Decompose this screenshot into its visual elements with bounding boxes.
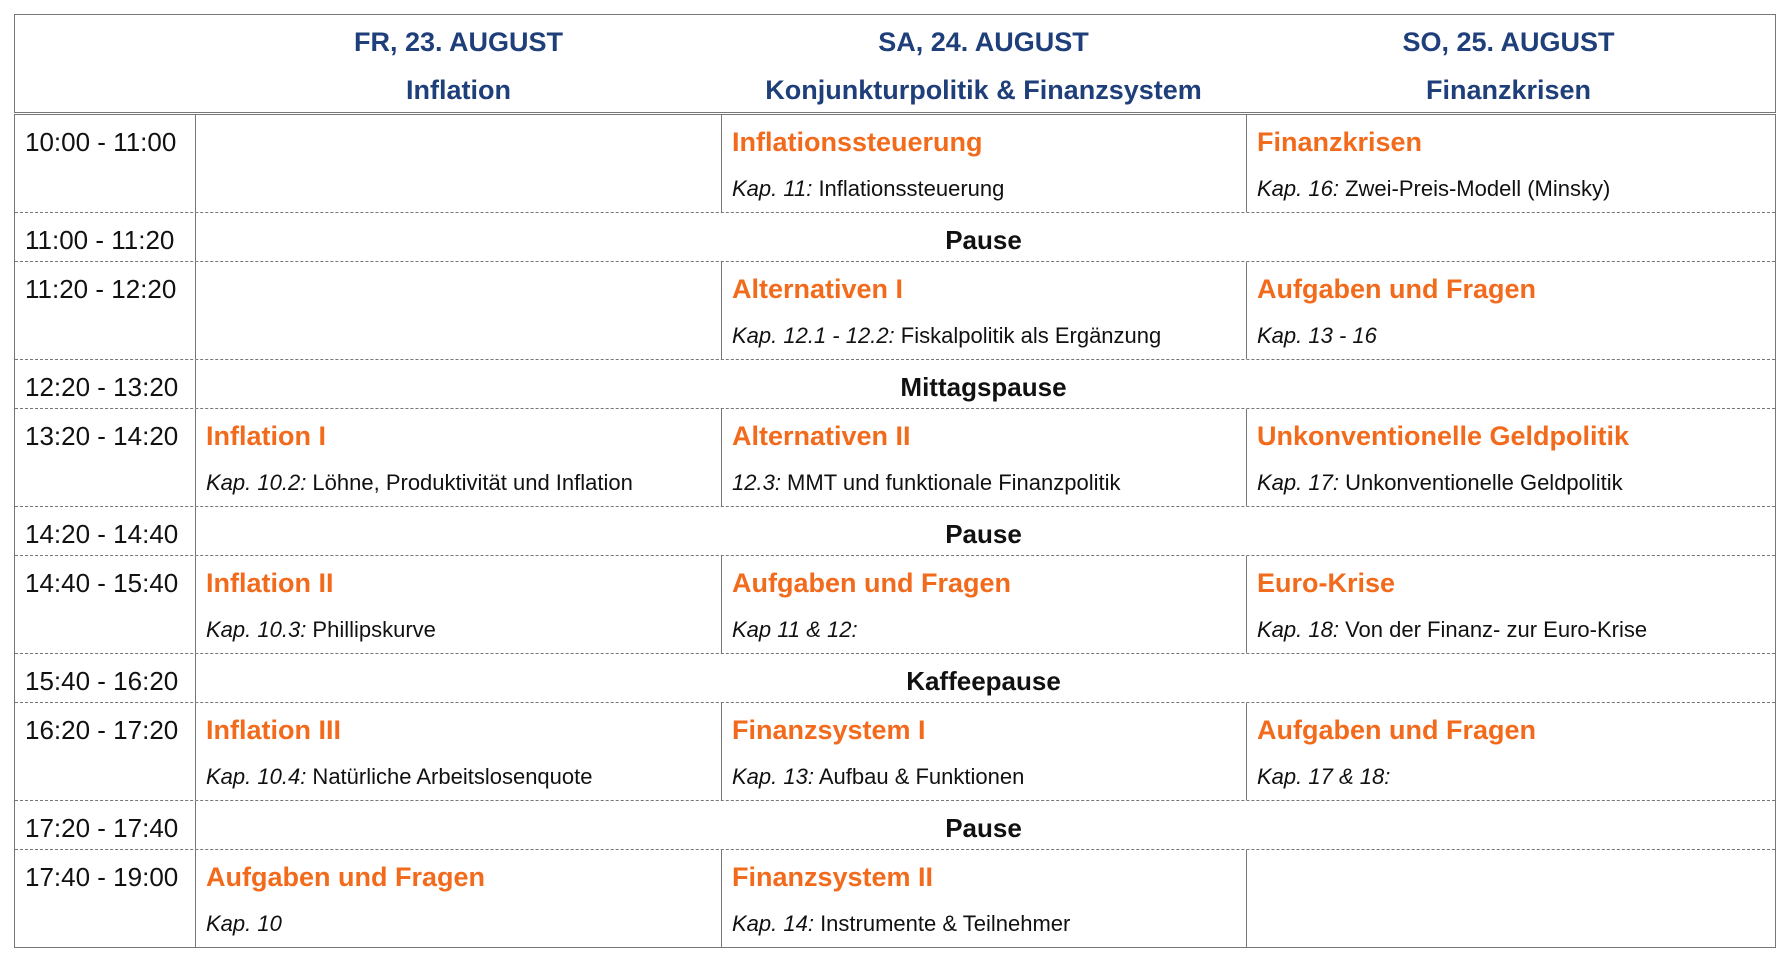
- session-cell: [721, 703, 1246, 800]
- time-column-header: [15, 15, 196, 112]
- time-slot: 12:20 - 13:20: [15, 360, 196, 408]
- chapter-reference: [732, 911, 1246, 937]
- session-title: Inflation II: [206, 568, 334, 598]
- chapter-reference: [732, 176, 1246, 202]
- chapter-reference: [1257, 764, 1771, 790]
- chapter-number: Kap. 10.4:: [206, 764, 307, 789]
- time-slot: 16:20 - 17:20: [15, 703, 196, 800]
- session-row: [15, 555, 1775, 653]
- chapter-reference: [1257, 176, 1771, 202]
- day-header-friday: [196, 15, 721, 112]
- session-title: Aufgaben und Fragen: [206, 862, 485, 892]
- break-row: [15, 653, 1775, 702]
- chapter-title: Von der Finanz- zur Euro-Krise: [1338, 617, 1648, 642]
- break-label: Pause: [945, 225, 1022, 255]
- session-row: [15, 115, 1775, 212]
- session-title: Finanzsystem II: [732, 862, 934, 892]
- session-title: Inflationssteuerung: [732, 127, 983, 157]
- session-cell: [721, 115, 1246, 212]
- chapter-number: Kap 11 & 12:: [732, 617, 858, 642]
- break-label: Pause: [945, 519, 1022, 549]
- chapter-number: Kap. 17 & 18:: [1257, 764, 1391, 789]
- chapter-title: Aufbau & Funktionen: [813, 764, 1025, 789]
- day-theme: Konjunkturpolitik & Finanzsystem: [765, 75, 1202, 105]
- session-title: Unkonventionelle Geldpolitik: [1257, 421, 1630, 451]
- time-slot: 14:20 - 14:40: [15, 507, 196, 555]
- day-header-saturday: [721, 15, 1246, 112]
- chapter-number: Kap. 10: [206, 911, 282, 936]
- session-cell: [1246, 556, 1771, 653]
- chapter-number: Kap. 12.1 - 12.2:: [732, 323, 895, 348]
- time-slot: 10:00 - 11:00: [15, 115, 196, 212]
- chapter-reference: [206, 470, 721, 496]
- time-slot: 15:40 - 16:20: [15, 654, 196, 702]
- chapter-title: Natürliche Arbeitslosenquote: [306, 764, 593, 789]
- break-label: Kaffeepause: [906, 666, 1061, 696]
- empty-cell: [196, 115, 721, 212]
- session-title: Inflation III: [206, 715, 341, 745]
- chapter-reference: [1257, 617, 1771, 643]
- time-slot: 13:20 - 14:20: [15, 409, 196, 506]
- session-cell: [1246, 703, 1771, 800]
- session-cell: [196, 556, 721, 653]
- empty-cell: [1246, 850, 1771, 947]
- time-slot: 14:40 - 15:40: [15, 556, 196, 653]
- day-theme: Finanzkrisen: [1425, 75, 1592, 105]
- schedule-header: [14, 14, 1776, 113]
- chapter-title: Phillipskurve: [306, 617, 436, 642]
- session-title: Aufgaben und Fragen: [732, 568, 1011, 598]
- chapter-number: Kap. 11:: [732, 176, 813, 201]
- time-slot: 17:40 - 19:00: [15, 850, 196, 947]
- chapter-reference: [732, 617, 1246, 643]
- day-header-sunday: [1246, 15, 1771, 112]
- chapter-number: Kap. 17:: [1257, 470, 1339, 495]
- session-cell: [1246, 409, 1771, 506]
- session-title: Euro-Krise: [1257, 568, 1396, 598]
- chapter-reference: [1257, 323, 1771, 349]
- break-row: [15, 212, 1775, 261]
- chapter-title: MMT und funktionale Finanzpolitik: [780, 470, 1121, 495]
- day-theme: Inflation: [406, 75, 511, 105]
- session-row: [15, 849, 1775, 947]
- session-cell: [1246, 262, 1771, 359]
- time-slot: 11:20 - 12:20: [15, 262, 196, 359]
- chapter-number: Kap. 10.2:: [206, 470, 307, 495]
- session-title: Alternativen I: [732, 274, 904, 304]
- chapter-title: Zwei-Preis-Modell (Minsky): [1338, 176, 1611, 201]
- session-title: Aufgaben und Fragen: [1257, 715, 1536, 745]
- session-row: [15, 702, 1775, 800]
- chapter-title: Inflationssteuerung: [812, 176, 1005, 201]
- chapter-reference: [732, 764, 1246, 790]
- chapter-reference: [732, 323, 1246, 349]
- chapter-number: Kap. 13:: [732, 764, 814, 789]
- session-title: Inflation I: [206, 421, 326, 451]
- chapter-number: Kap. 14:: [732, 911, 814, 936]
- day-label: FR, 23. AUGUST: [353, 27, 564, 57]
- chapter-number: 12.3:: [732, 470, 781, 495]
- break-label: Pause: [945, 813, 1022, 843]
- session-row: [15, 261, 1775, 359]
- session-title: Aufgaben und Fragen: [1257, 274, 1536, 304]
- chapter-reference: [206, 617, 721, 643]
- session-cell: [721, 409, 1246, 506]
- session-cell: [196, 703, 721, 800]
- session-row: [15, 408, 1775, 506]
- chapter-number: Kap. 18:: [1257, 617, 1339, 642]
- chapter-title: Instrumente & Teilnehmer: [813, 911, 1071, 936]
- chapter-title: Fiskalpolitik als Ergänzung: [894, 323, 1162, 348]
- session-cell: [196, 850, 721, 947]
- break-row: [15, 506, 1775, 555]
- session-cell: [721, 850, 1246, 947]
- time-slot: 11:00 - 11:20: [15, 213, 196, 261]
- session-cell: [721, 262, 1246, 359]
- empty-cell: [196, 262, 721, 359]
- chapter-title: Löhne, Produktivität und Inflation: [306, 470, 633, 495]
- break-row: [15, 800, 1775, 849]
- chapter-number: Kap. 16:: [1257, 176, 1339, 201]
- chapter-reference: [1257, 470, 1771, 496]
- chapter-number: Kap. 10.3:: [206, 617, 307, 642]
- session-cell: [196, 409, 721, 506]
- schedule-table: [14, 114, 1776, 948]
- chapter-title: Unkonventionelle Geldpolitik: [1338, 470, 1623, 495]
- break-row: [15, 359, 1775, 408]
- chapter-reference: [206, 911, 721, 937]
- session-title: Alternativen II: [732, 421, 911, 451]
- chapter-number: Kap. 13 - 16: [1257, 323, 1377, 348]
- break-label: Mittagspause: [900, 372, 1067, 402]
- day-label: SO, 25. AUGUST: [1402, 27, 1615, 57]
- session-cell: [1246, 115, 1771, 212]
- chapter-reference: [206, 764, 721, 790]
- session-cell: [721, 556, 1246, 653]
- day-label: SA, 24. AUGUST: [878, 27, 1089, 57]
- session-title: Finanzsystem I: [732, 715, 926, 745]
- chapter-reference: [732, 470, 1246, 496]
- time-slot: 17:20 - 17:40: [15, 801, 196, 849]
- session-title: Finanzkrisen: [1257, 127, 1423, 157]
- schedule: [14, 14, 1776, 936]
